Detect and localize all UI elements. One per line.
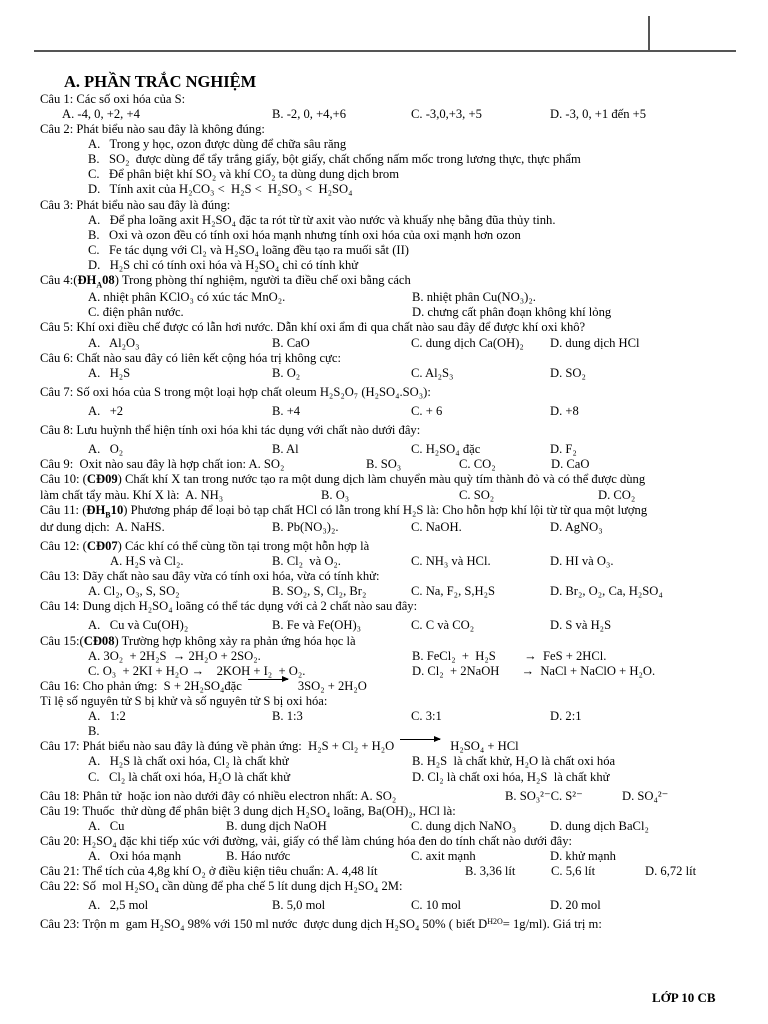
option-c: C. axit mạnh xyxy=(411,849,476,864)
option-c: C. SO₂ xyxy=(459,487,495,502)
option-a: A. Trong y học, ozon được dùng để chữa sâu răng xyxy=(88,137,347,152)
question-7-options xyxy=(40,404,750,419)
option-a: A. Cu và Cu(OH)₂ xyxy=(88,618,189,633)
question-15: Câu 15:( CĐ08 ) Trường hợp không xảy ra phản ứng hóa học là xyxy=(40,633,356,648)
question-13: Câu 13: Dãy chất nào sau đây vừa có tính oxi hóa, vừa có tính khử: xyxy=(40,569,380,584)
question-17: Câu 17: Phát biểu nào sau đây là đúng về phản ứng: H₂S + Cl₂ + H₂O H₂SO₄ + HCl xyxy=(40,739,519,754)
question-8: Câu 8: Lưu huỳnh thể hiện tính oxi hóa khi tác dụng với chất nào dưới đây: xyxy=(40,423,421,438)
option-d: D. SO₄²⁻ xyxy=(622,788,669,803)
option-c: C. Fe tác dụng với Cl₂ và H₂SO₄ loãng đều tạo ra muối sắt (II) xyxy=(88,242,409,257)
option-c: C. Để phân biệt khí SO₂ và khí CO₂ ta dùng dung dịch brom xyxy=(88,167,400,182)
option-a: A. Cl₂, O₃, S, SO₂ xyxy=(88,584,180,599)
option-a: A. Cu xyxy=(88,818,125,833)
question-8-options xyxy=(40,442,750,457)
question-13-options xyxy=(40,584,750,599)
option-c: C. 3:1 xyxy=(411,709,442,724)
question-23: Câu 23: Trộn m gam H₂SO₄ 98% với 150 ml nước được dung dịch H₂SO₄ 50% ( biết D H2O = 1g/ml). Giá trị m: xyxy=(40,917,602,932)
option-a: A. 1:2 xyxy=(88,709,126,724)
question-12: Câu 12: ( CĐ07 ) Các khí có thể cùng tồn tại trong một hỗn hợp là xyxy=(40,538,370,553)
option-a: A. 3O₂ + 2H₂S → 2H₂O + 2SO₂. xyxy=(88,648,261,663)
option-d: D. +8 xyxy=(550,403,579,418)
question-10-options: làm chất tẩy màu. Khí X là: A. NH₃ B. O₃ C. SO₂ D. CO₂ xyxy=(40,487,636,502)
option-b: B. Háo nước xyxy=(226,849,291,864)
option-b: B. SO₂ được dùng để tẩy trắng giấy, bột giấy, chất chống nấm mốc trong lương thực, thực phẩm xyxy=(88,152,581,167)
option-c: C. Na, F₂, S,H₂S xyxy=(411,584,496,599)
option-b: B. dung dịch NaOH xyxy=(226,818,327,833)
question-3: Câu 3: Phát biểu nào sau đây là đúng: xyxy=(40,197,231,212)
question-16-text: Tỉ lệ số nguyên tử S bị khử và số nguyên tử S bị oxi hóa: xyxy=(40,693,328,708)
header-rule xyxy=(34,50,736,52)
question-12-options xyxy=(40,554,750,569)
option-b: B. +4 xyxy=(272,403,301,418)
option-b: B. Cl₂ và O₂. xyxy=(272,553,341,568)
option-b: B. Oxi và ozon đều có tính oxi hóa mạnh nhưng tính oxi hóa của oxi mạnh hơn ozon xyxy=(88,227,521,242)
option-d: D. khử mạnh xyxy=(550,849,616,864)
option-b: B. 1:3 xyxy=(272,709,303,724)
option-b: B. CaO xyxy=(272,335,310,350)
option-b: B. SO₂, S, Cl₂, Br₂ xyxy=(272,584,367,599)
option-a: A. 2,5 mol xyxy=(88,898,149,913)
question-11-options: dư dung dịch: A. NaHS. B. Pb(NO₃)₂. C. NaOH. D. AgNO₃ xyxy=(40,519,603,534)
option-c: C. -3,0,+3, +5 xyxy=(411,106,482,121)
option-d: D. Tính axit của H₂CO₃ < H₂S < H₂SO₃ < H₂SO₄ xyxy=(88,182,353,197)
option-c: C. O₃ + 2KI + H₂O → 2KOH + I₂ + O₂. xyxy=(88,663,306,678)
option-c: C. Al₂S₃ xyxy=(411,365,454,380)
question-1-options xyxy=(40,107,750,122)
option-b: B. -2, 0, +4,+6 xyxy=(272,106,347,121)
question-4-options-2 xyxy=(40,305,750,320)
option-b: B. O₃ xyxy=(321,487,350,502)
option-b: B. H₂S là chất khử, H₂O là chất oxi hóa xyxy=(412,754,616,769)
question-7: Câu 7: Số oxi hóa của S trong một loại hợp chất oleum H₂S₂O₇ (H₂SO₄.SO₃): xyxy=(40,384,431,399)
question-16-options xyxy=(40,709,750,724)
option-b: B. nhiệt phân Cu(NO₃)₂. xyxy=(412,290,536,305)
option-a: A. nhiệt phân KClO₃ có xúc tác MnO₂. xyxy=(88,290,286,305)
class-label: LỚP 10 CB xyxy=(652,990,716,1005)
option-b: B. 3,36 lít xyxy=(465,864,516,879)
option-c: C. C và CO₂ xyxy=(411,618,475,633)
option-c: C. 10 mol xyxy=(411,898,462,913)
option-c: C. NH₃ và HCl. xyxy=(411,553,491,568)
question-15-options-2 xyxy=(40,664,750,679)
question-5-options xyxy=(40,336,750,351)
option-d: D. -3, 0, +1 đến +5 xyxy=(550,106,647,121)
option-d: D. dung dịch BaCl₂ xyxy=(550,818,649,833)
question-22-options xyxy=(40,898,750,913)
question-22: Câu 22: Số mol H₂SO₄ cần dùng để pha chế 5 lít dung dịch H₂SO₄ 2M: xyxy=(40,879,403,894)
option-d: D. CO₂ xyxy=(598,487,636,502)
stray-text: B. xyxy=(88,724,100,739)
question-15-options-1 xyxy=(40,649,750,664)
question-19: Câu 19: Thuốc thử dùng để phân biệt 3 dung dịch H₂SO₄ loãng, Ba(OH)₂, HCl là: xyxy=(40,803,456,818)
option-a: A. Al₂O₃ xyxy=(88,335,140,350)
option-a: A. H₂S và Cl₂. xyxy=(110,553,184,568)
option-b: B. FeCl₂ + H₂S → FeS + 2HCl. xyxy=(412,648,607,663)
option-c: C. dung dịch Ca(OH)₂ xyxy=(411,335,524,350)
option-d: D. S và H₂S xyxy=(550,618,612,633)
option-c: C. + 6 xyxy=(411,403,443,418)
question-6-options xyxy=(40,366,750,381)
option-a: A. Oxi hóa mạnh xyxy=(88,849,182,864)
option-d: D. Cl₂ + 2NaOH → NaCl + NaClO + H₂O. xyxy=(412,663,656,678)
option-c: C. NaOH. xyxy=(411,519,462,534)
option-c: C. CO₂ xyxy=(459,457,496,472)
option-d: D. HI và O₃. xyxy=(550,553,614,568)
option-b: B. 5,0 mol xyxy=(272,898,326,913)
option-b: B. Fe và Fe(OH)₃ xyxy=(272,618,362,633)
question-2: Câu 2: Phát biểu nào sau đây là không đúng: xyxy=(40,122,265,137)
worksheet xyxy=(40,72,750,933)
option-d: D. 2:1 xyxy=(550,709,582,724)
option-b: B. SO₃ xyxy=(366,457,402,472)
question-16: Câu 16: Cho phản ứng: S + 2H₂SO₄đặc 3SO₂ + 2H₂O xyxy=(40,678,367,693)
option-d: D. 6,72 lít xyxy=(645,864,697,879)
question-20-options xyxy=(40,849,750,864)
option-d: D. F₂ xyxy=(550,442,577,457)
option-d: D. Cl₂ là chất oxi hóa, H₂S là chất khử xyxy=(412,769,610,784)
option-a: A. Để pha loãng axit H₂SO₄ đặc ta rót từ từ axit vào nước và khuấy nhẹ bằng đũa thủy tinh. xyxy=(88,212,556,227)
option-b: B. SO₃²⁻C. S²⁻ xyxy=(505,788,583,803)
question-6: Câu 6: Chất nào sau đây có liên kết cộng hóa trị không cực: xyxy=(40,350,341,365)
option-d: D. chưng cất phân đoạn không khí lỏng xyxy=(412,305,612,320)
arrow-icon xyxy=(248,679,288,694)
question-14: Câu 14: Dung dịch H₂SO₄ loãng có thể tác dụng với cả 2 chất nào sau đây: xyxy=(40,599,418,614)
question-5: Câu 5: Khí oxi điều chế được có lẫn hơi nước. Dẫn khí oxi ẩm đi qua chất nào sau đây để được khí oxi khô? xyxy=(40,320,586,335)
question-9: Câu 9: Oxit nào sau đây là hợp chất ion: A. SO₂ B. SO₃ C. CO₂ D. CaO xyxy=(40,457,590,472)
option-c: C. điện phân nước. xyxy=(88,305,184,320)
option-d: D. Br₂, O₂, Ca, H₂SO₄ xyxy=(550,584,663,599)
question-17-options-1 xyxy=(40,754,750,769)
option-d: D. SO₂ xyxy=(550,365,586,380)
arrow-icon xyxy=(400,739,440,754)
option-d: D. dung dịch HCl xyxy=(550,335,640,350)
question-14-options xyxy=(40,618,750,633)
question-17-options-2 xyxy=(40,770,750,785)
option-d: D. AgNO₃ xyxy=(550,519,603,534)
question-10: Câu 10: ( CĐ09 ) Chất khí X tan trong nước tạo ra một dung dịch làm chuyển màu quỳ tím thành đỏ và có thể được dùng xyxy=(40,472,646,487)
option-a: A. H₂S là chất oxi hóa, Cl₂ là chất khử xyxy=(88,754,289,769)
option-a: A. -4, 0, +2, +4 xyxy=(62,106,140,121)
option-a: A. +2 xyxy=(88,403,124,418)
question-21: Câu 21: Thể tích của 4,8g khí O₂ ở điều kiện tiêu chuẩn: A. 4,48 lít B. 3,36 lít C. 5,6 lít D. 6,72 lít xyxy=(40,864,697,879)
section-title: A. PHẦN TRẮC NGHIỆM xyxy=(64,72,257,91)
option-b: B. Al xyxy=(272,442,299,457)
header-tick xyxy=(648,16,650,50)
question-4-options-1 xyxy=(40,290,750,305)
question-20: Câu 20: H₂SO₄ đặc khi tiếp xúc với đường, vải, giấy có thể làm chúng hóa đen do tính chất nào dưới đây: xyxy=(40,833,573,848)
option-c: C. 5,6 lít xyxy=(551,864,596,879)
option-d: D. H₂S chỉ có tính oxi hóa và H₂SO₄ chỉ có tính khử xyxy=(88,258,359,272)
option-c: C. Cl₂ là chất oxi hóa, H₂O là chất khử xyxy=(88,769,291,784)
option-d: D. 20 mol xyxy=(550,898,601,913)
option-b: B. Pb(NO₃)₂. xyxy=(272,519,339,534)
question-1: Câu 1: Các số oxi hóa của S: xyxy=(40,91,186,106)
question-19-options xyxy=(40,819,750,834)
question-18: Câu 18: Phân tử hoặc ion nào dưới đây có nhiều electron nhất: A. SO₂ B. SO₃²⁻C. S²⁻ D. SO₄²⁻ xyxy=(40,788,669,803)
option-d: D. CaO xyxy=(551,457,590,472)
option-c: C. dung dịch NaNO₃ xyxy=(411,818,517,833)
option-c: C. H₂SO₄ đặc xyxy=(411,442,481,457)
option-b: B. O₂ xyxy=(272,365,301,380)
question-4: Câu 4:( ĐH $_A$ 08 ) Trong phòng thí nghiệm, người ta điều chế oxi bằng cách xyxy=(40,273,411,290)
option-a: A. H₂S xyxy=(88,365,131,380)
option-a: A. O₂ xyxy=(88,442,124,457)
question-11: Câu 11: ( ĐH $_B$ 10 ) Phương pháp để loại bỏ tạp chất HCl có lẫn trong khí H₂S là: Cho hỗn hợp khí lội từ từ qua một lượng xyxy=(40,502,648,520)
